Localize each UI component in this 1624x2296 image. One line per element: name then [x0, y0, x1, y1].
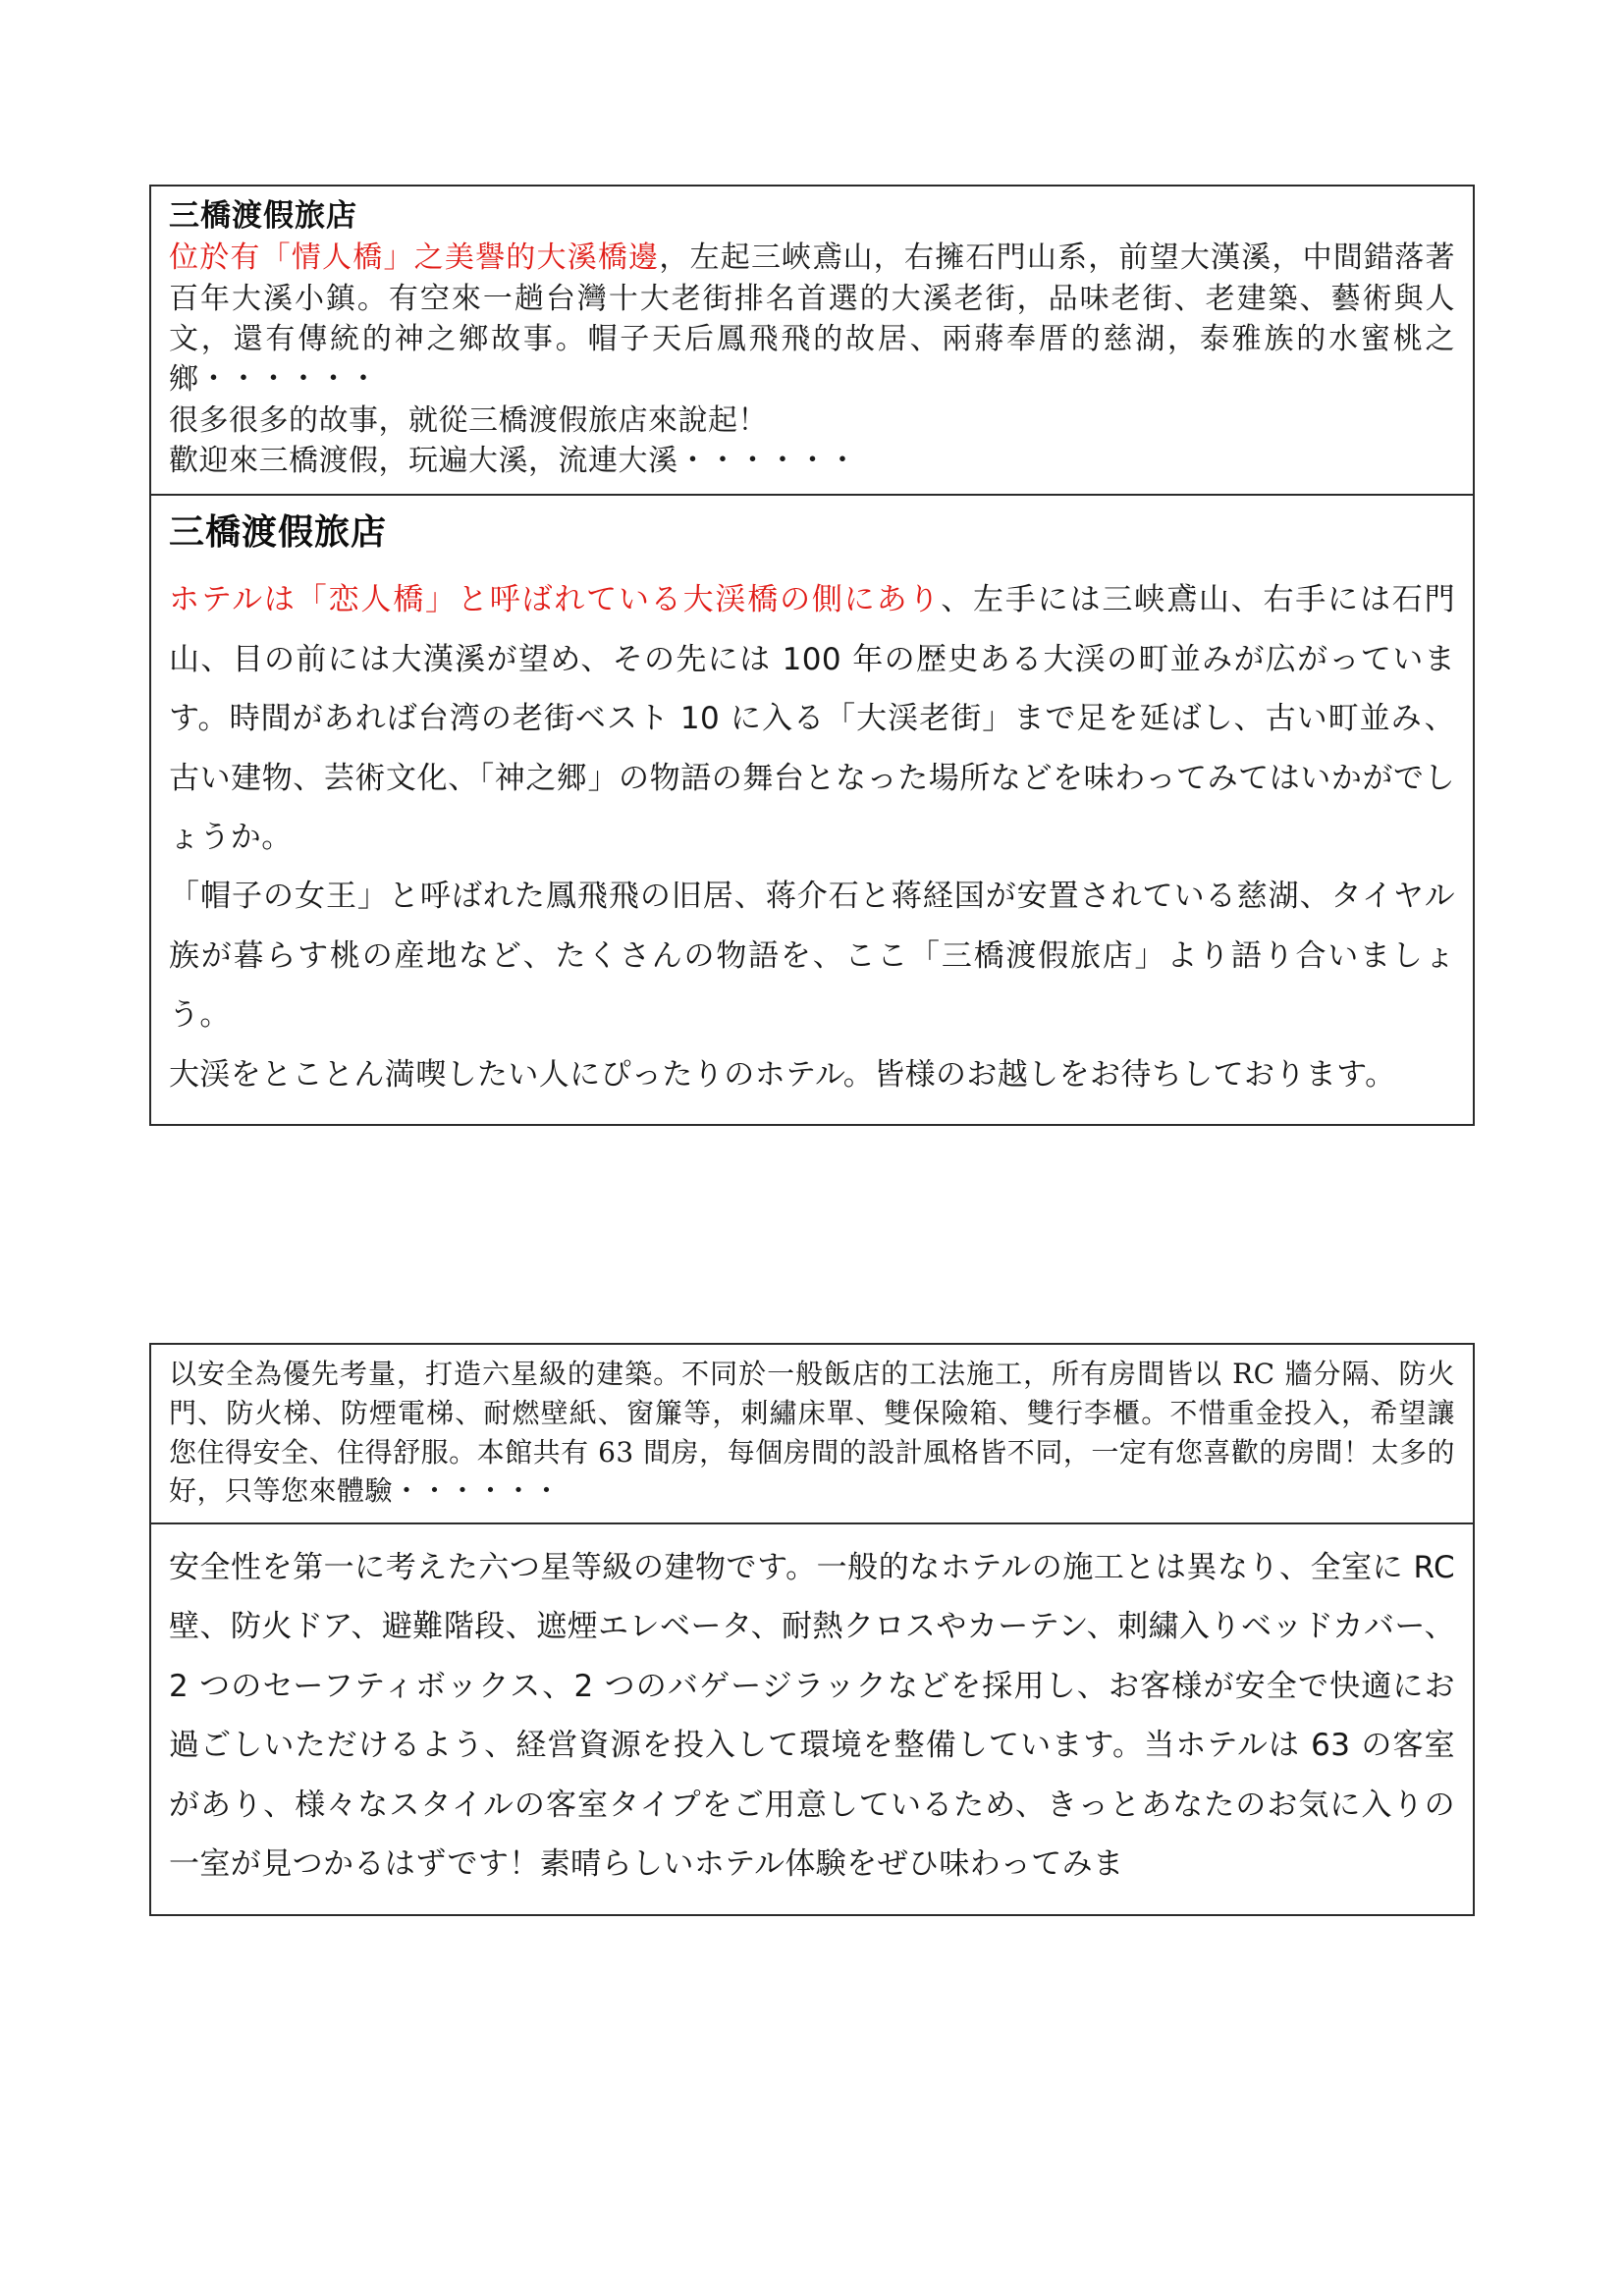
- intro-heading-chinese: 三橋渡假旅店: [169, 198, 357, 234]
- intro-cell-japanese: [151, 496, 1473, 1125]
- intro-paragraph-japanese-1: [169, 570, 1455, 867]
- safety-paragraph-japanese: 安全性を第一に考えた六つ星等級の建物です。一般的なホテルの施工とは異なり、全室に RC 壁、防火ドア、避難階段、遮煙エレベータ、耐熱クロスやカーテン、刺繍入りベッドカバー、2 つのセーフティボックス、2 つのバゲージラックなどを採用し、お客様が安全で快適にお過ごしいただけるよう、経営資源を投入して環境を整備しています。当ホテルは 63 の客室があり、様々なスタイルの客室タイプをご用意しているため、きっとあなたのお気に入りの一室が見つかるはずです！素晴らしいホテル体験をぜひ味わってみま: [169, 1550, 1455, 1883]
- intro-row-chinese: [151, 187, 1473, 496]
- intro-body-chinese-1: ，左起三峽鳶山，右擁石門山系，前望大漢溪，中間錯落著百年大溪小鎮。有空來一趟台灣十大老街排名首選的大溪老街，品味老街、老建築、藝術與人文，還有傳統的神之鄉故事。帽子天后鳳飛飛的故居、兩蔣奉厝的慈湖，泰雅族的水蜜桃之鄉・・・・・・: [169, 240, 1456, 398]
- intro-paragraph-chinese-2: 很多很多的故事，就從三橋渡假旅店來說起！: [169, 402, 768, 438]
- intro-heading-japanese: 三橋渡假旅店: [169, 511, 388, 553]
- intro-table: [149, 185, 1475, 1126]
- safety-cell-chinese: [151, 1345, 1473, 1522]
- safety-cell-japanese: [151, 1524, 1473, 1914]
- intro-row-japanese: [151, 496, 1473, 1125]
- safety-row-japanese: [151, 1524, 1473, 1914]
- intro-paragraph-chinese-3: 歡迎來三橋渡假，玩遍大溪，流連大溪・・・・・・: [169, 444, 858, 479]
- intro-highlight-chinese: 位於有「情人橋」之美譽的大溪橋邊: [169, 240, 660, 276]
- safety-row-chinese: [151, 1345, 1473, 1524]
- intro-highlight-japanese: ホテルは「恋人橋」と呼ばれている大渓橋の側にあり: [169, 582, 942, 618]
- safety-paragraph-chinese: 以安全為優先考量，打造六星級的建築。不同於一般飯店的工法施工，所有房間皆以 RC 牆分隔、防火門、防火梯、防煙電梯、耐燃壁紙、窗簾等，刺繡床單、雙保險箱、雙行李櫃。不惜重金投入，希望讓您住得安全、住得舒服。本館共有 63 間房，每個房間的設計風格皆不同，一定有您喜歡的房間！太多的好，只等您來體驗・・・・・・: [169, 1358, 1455, 1508]
- intro-paragraph-japanese-2: 「帽子の女王」と呼ばれた鳳飛飛の旧居、蒋介石と蒋経国が安置されている慈湖、タイヤル族が暮らす桃の産地など、たくさんの物語を、ここ「三橋渡假旅店」より語り合いましょう。: [169, 879, 1455, 1034]
- intro-cell-chinese: [151, 187, 1473, 494]
- intro-body-japanese-1: 、左手には三峡鳶山、右手には石門山、目の前には大漢溪が望め、その先には 100 年の歴史ある大渓の町並みが広がっています。時間があれば台湾の老街ベスト 10 に入る「大渓老街」まで足を延ばし、古い町並み、古い建物、芸術文化、「神之郷」の物語の舞台となった場所などを味わってみてはいかがでしょうか。: [169, 582, 1455, 855]
- intro-paragraph-japanese-3: 大渓をとことん満喫したい人にぴったりのホテル。皆様のお越しをお待ちしております。: [169, 1056, 1396, 1093]
- intro-paragraph-chinese-1: [169, 238, 1455, 400]
- safety-table: [149, 1343, 1475, 1916]
